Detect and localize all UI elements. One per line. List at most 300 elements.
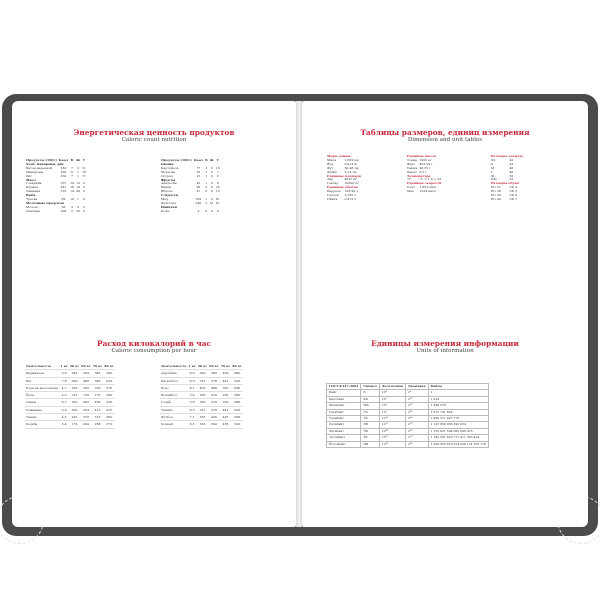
row-value: 405 [199,385,206,390]
row-value: 2¹⁰ [406,396,429,402]
row-value: 315 [199,407,206,412]
burn-section [12,339,296,355]
group-label: Размеры одежды [491,154,523,158]
row-value: Килобайт [327,396,361,402]
info-table [326,383,489,448]
row-value: 315 [199,378,206,383]
row-value: 1 048 576 [428,403,488,409]
row-label: Унция [407,165,418,170]
row-value: 336 [60,169,67,174]
row-value: ГБ [361,409,379,415]
row-value: 441 [222,407,229,412]
row-label: Плавание [26,407,43,412]
row-label: XXL [491,177,498,182]
row-value: 1 [428,390,488,396]
table-row [25,377,115,384]
row-value: 0 [210,197,213,202]
energy-section [12,128,296,144]
row-label: Акр [327,177,334,182]
column-header: Ккал [58,158,69,162]
row-value: 546 [94,378,101,383]
row-value: 355 [199,415,206,420]
row-value: 77 [196,165,201,170]
row-value: 69 [61,197,66,202]
row-label: Дюйм [327,169,337,174]
row-label: Ярд [327,161,334,166]
row-value: 4,5 [61,415,67,420]
row-value: Петабайт [327,422,361,428]
energy-subtitle: Caloric count nutrition [121,137,187,143]
group-label: Размеры обуви [491,181,519,186]
column-header: 1 кг [188,364,196,368]
table-row [160,392,243,399]
row-value: 2⁵⁰ [406,422,429,428]
row-label: Тонна [407,157,417,162]
row-value: 0 [216,208,219,213]
burn-subtitle: Caloric consumption per hour [111,348,197,354]
row-value: 360 [106,415,113,420]
row-value: 200 [106,393,113,398]
row-value: 0 [205,189,208,194]
row-label: °F [407,177,411,182]
row-value: 44 [509,161,514,166]
row-value: 6,3 [189,407,195,412]
row-value: 175 [94,393,101,398]
row-value: 14 [70,189,74,194]
row-label: EU 37 [491,185,501,190]
row-value: 0 [210,189,213,194]
row-value: 2³⁰ [406,409,429,415]
sizes-col-b [406,155,442,194]
table-row [25,406,115,413]
table-row [160,399,243,406]
row-value: 1 [205,181,208,186]
table-row [160,210,221,214]
row-value: 52 [509,177,514,182]
row-value: 3 [71,208,74,213]
row-label: M [491,165,495,170]
row-label: Езда на велосипеде [26,385,59,390]
row-value: 567 [222,385,229,390]
row-value: 1 024 [428,396,488,402]
energy-table-a [25,159,87,214]
row-value: 294 [83,371,89,376]
row-value: 10¹⁸ [379,428,405,434]
row-label: XS [491,157,496,162]
column-header: Продукты (100г) [26,158,57,162]
column-header: Деятельность [26,364,52,368]
table-header-row [160,363,243,370]
row-value: 497 [222,415,229,420]
row-value: 19 [70,181,74,186]
row-value: 47 [196,189,201,194]
sizes-col-c [490,155,524,202]
row-value: 180 [199,400,206,405]
row-value: ТБ [361,416,379,422]
row-label: Бадминтон [26,371,45,376]
row-value: 0 [83,185,86,190]
column-header: Б [205,158,208,162]
row-value: 1,852 км/ч [419,185,437,190]
row-value: 472 [106,407,113,412]
row-value: 0 [83,197,86,202]
column-header: Ккал [193,158,204,162]
row-label: Бег [26,378,32,383]
row-value: 378 [211,378,217,383]
row-label: XL [491,173,496,178]
row-label: Волейбол [161,393,177,398]
row-value: 330 [60,173,67,178]
row-label: Фут [327,165,334,170]
table-row [160,377,243,384]
row-value: 1 208 925 819 614 629 174 706 176 [428,441,488,447]
row-value: 354 [83,407,89,412]
group-label: Единицы объёма [327,185,358,190]
row-value: 35 [196,169,201,174]
group-label: Единицы площади [327,173,361,178]
group-label: Меры длины [327,154,351,158]
row-value: 3,6 [189,393,195,398]
row-value: 0 [210,165,213,170]
column-header: 1 кг [60,364,68,368]
row-label: Баскетбол [161,378,179,383]
column-header: 80 кг [232,364,242,368]
row-value: 241 [60,185,67,190]
row-value: 58 [61,204,66,209]
row-value: 390 [211,422,217,427]
row-value: 7 [216,169,219,174]
row-value: Зеттабайт [327,435,361,441]
row-value: 1 152 921 504 606 846 976 [428,428,488,434]
row-value: 22 [215,185,220,190]
row-value: 5,6 [61,371,67,376]
table-row [160,384,243,391]
energy-title: Энергетическая ценность продуктов [73,128,235,137]
row-value: 3 [77,165,80,170]
row-label: EU 40 [491,196,501,201]
row-value: 150 [83,393,89,398]
row-value: 504 [234,378,241,383]
row-value: КБ [361,396,379,402]
row-label: Шоколад [161,200,176,205]
row-value: 1 073 741 824 [428,409,488,415]
row-value: 300 [199,371,206,376]
group-label: Напитки [161,204,177,209]
row-value: 10³ [379,396,405,402]
row-value: 455 [222,422,229,427]
row-value: 1 [205,173,208,178]
row-value: 2,5 [61,393,67,398]
row-value: 10¹⁵ [379,422,405,428]
row-value: 71 [82,173,86,178]
row-value: 42 [509,157,514,162]
row-value: 51 [82,165,86,170]
row-value: 329 [195,197,202,202]
row-value: 270 [83,415,89,420]
row-value: 10⁶ [379,403,405,409]
row-value: 158,99 л [344,189,359,194]
row-value: 245 [71,371,78,376]
row-value: 4047 м² [344,177,357,182]
row-label: Говядина [26,181,42,186]
row-value: 3,785 л [344,193,357,198]
row-value: 180 [199,393,206,398]
table-row [490,198,524,202]
column-header: 50 кг [69,364,80,368]
row-value: 3 [216,173,219,178]
row-value: 12 [76,181,80,186]
row-value: 2²⁰ [406,403,429,409]
row-value: 546 [195,200,202,205]
row-value: ПБ [361,422,379,428]
row-label: EU 39 [491,193,501,198]
row-label: Пинта [327,196,338,201]
row-label: Футбол [161,415,173,420]
row-label: Молоко [26,204,39,209]
row-label: Апельсин [161,181,177,186]
row-value: 2 [205,165,208,170]
burn-table-b [160,363,243,429]
row-value: 6,5 [189,422,195,427]
row-label: Курица [26,185,39,190]
row-value: 1 [77,169,80,174]
row-label: Сметана [26,208,41,213]
row-value: Йоттабайт [327,441,361,447]
row-value: 46 [509,165,514,170]
row-label: Банан [161,185,172,190]
row-label: Карат [407,169,417,174]
table-row [327,441,489,447]
column-header: Символ [361,384,379,390]
sizes-title: Таблицы размеров, единиц измерения [360,128,530,137]
row-value: 31 [209,200,214,205]
row-label: Бокс [161,385,169,390]
group-label: Хлеб, макароны, рис [26,161,64,166]
column-header: 60 кг [209,364,219,368]
row-value: 2⁸⁰ [406,441,429,447]
row-value: 282 [83,385,89,390]
row-value: 453,59 г [419,161,433,166]
row-value: 5 [205,200,208,205]
row-value: 252 [222,400,229,405]
row-value: 0,914 м [344,161,357,166]
row-value: Терабайт [327,416,361,422]
row-label: Хоккей [161,422,173,427]
row-value: Б [361,390,379,396]
row-label: Лыжи [26,400,36,405]
row-value: 0 [210,185,213,190]
row-value: UK 5 [509,189,518,194]
row-value: ИБ [361,441,379,447]
row-value: 6,0 [189,371,195,376]
sizes-section [302,128,588,144]
row-value: 335 [71,400,78,405]
row-label: Ходьба [26,422,38,427]
row-value: °C × 1,8 + 32 [419,177,442,182]
row-value: 61 [215,200,220,205]
column-header: Продукты (100г) [161,158,192,162]
row-value: 378 [211,407,217,412]
row-label: Свинина [26,189,41,194]
row-value: 28,35 г [419,165,431,170]
row-value: 343 [94,371,101,376]
row-label: Танцы [26,415,37,420]
row-value: 0,2 г [419,169,427,174]
row-label: Яблоко [161,189,173,194]
row-value: Мегабайт [327,403,361,409]
table-row [160,421,243,428]
column-header: У [216,158,219,162]
row-label: Миля [327,157,337,162]
row-value: 10²⁴ [379,441,405,447]
row-value: 19 [76,185,80,190]
row-value: 10000 м² [344,181,359,186]
row-value: 392 [106,371,113,376]
row-value: 10⁹ [379,409,405,415]
table-row [25,210,87,214]
row-label: Теннис [161,407,173,412]
row-label: Кофе [161,208,170,213]
table-header-row [25,363,115,370]
group-label: Рыба [26,193,36,198]
row-label: S [491,161,494,166]
row-value: 170 [71,422,78,427]
column-header: Ж [209,158,214,162]
row-value: 2,54 см [344,169,357,174]
row-label: Макароны [26,169,44,174]
burn-table-a [25,363,115,429]
table-row [25,414,115,421]
row-value: 6,3 [189,378,195,383]
table-row [406,190,442,194]
column-header: 80 кг [104,364,114,368]
column-header: ГОСТ 8.417-2002 [327,384,361,390]
row-value: 0 [83,189,86,194]
row-value: 272 [106,422,113,427]
row-value: 7,8 [61,378,67,383]
row-value: 206 [60,208,67,213]
row-value: 30,48 см [344,165,359,170]
row-label: Батон нарезной [26,165,53,170]
row-value: 216 [211,400,217,405]
row-label: Узел [407,185,415,190]
row-value: Байт [327,390,361,396]
row-label: Баррель [327,189,341,194]
row-value: ЗБ [361,435,379,441]
row-value: 96 [196,185,201,190]
row-value: 520 [234,422,241,427]
column-header: 70 кг [92,364,103,368]
row-value: 10²¹ [379,435,405,441]
row-value: 315 [94,415,101,420]
table-row [326,198,362,202]
row-label: Аэробика [161,371,177,376]
row-value: 3,4 [61,422,67,427]
table-row [25,392,115,399]
left-page [12,101,296,527]
row-value: 204 [83,422,89,427]
row-value: 413 [94,407,101,412]
row-value: 70 [82,169,86,174]
row-value: 5 [83,204,86,209]
group-label: Фрукты [161,177,176,182]
row-value: 4,7 [61,385,67,390]
row-value: 7 [71,165,74,170]
row-value: 648 [234,385,241,390]
row-value: 3,6 [189,400,195,405]
row-value: 402 [83,400,89,405]
row-value: 187 [60,181,67,186]
row-value: 48 [509,169,514,174]
row-value: 235 [71,385,78,390]
row-value: 390 [71,378,78,383]
row-value: 1 099 511 627 776 [428,416,488,422]
row-value: 2 [197,208,200,213]
row-label: Морковь [161,169,176,174]
row-value: 376 [106,385,113,390]
column-header: 70 кг [220,364,231,368]
row-value: 2⁷⁰ [406,435,429,441]
row-value: Гигабайт [327,409,361,415]
table-row [160,370,243,377]
row-value: 20 [76,208,80,213]
row-value: 10 [215,189,220,194]
table-row [160,414,243,421]
row-label: Гольф [161,400,171,405]
energy-table-b [160,159,221,214]
row-value: 3 [71,204,74,209]
row-value: 18 [70,185,74,190]
column-header: Б [70,158,74,162]
row-value: 16 [215,165,220,170]
column-header: У [82,158,86,162]
row-value: 1 180 591 620 717 411 303 424 [428,435,488,441]
row-value: 0 [83,181,86,186]
row-value: МБ [361,403,379,409]
row-label: Гектар [327,181,339,186]
row-value: 5,9 [61,407,67,412]
row-value: 0,473 л [344,196,357,201]
row-value: 2⁶⁰ [406,428,429,434]
row-value: 441 [222,378,229,383]
row-value: 469 [94,400,101,405]
row-value: 504 [234,407,241,412]
row-label: EU 38 [491,189,501,194]
info-section [302,339,588,355]
table-row [160,406,243,413]
row-value: 3 [83,208,86,213]
row-value: 426 [211,415,217,420]
info-subtitle: Units of information [416,348,474,354]
row-value: 262 [60,165,67,170]
column-header: Ж [76,158,81,162]
column-header: Десятичная [379,384,405,390]
row-label: Йога [26,393,35,398]
group-label: Температура [407,173,431,178]
right-page [302,101,588,527]
row-value: 2 [205,185,208,190]
row-value: 6,7 [61,400,67,405]
row-value: UK 4 [509,185,518,190]
row-value: 0 [210,169,213,174]
row-label: Рис [26,173,32,178]
row-label: Огурец [161,173,173,178]
row-label: Галлон [327,193,339,198]
row-value: 50 [509,173,514,178]
row-value: 316 [60,189,67,194]
row-value: 225 [71,415,78,420]
table-row [25,384,115,391]
